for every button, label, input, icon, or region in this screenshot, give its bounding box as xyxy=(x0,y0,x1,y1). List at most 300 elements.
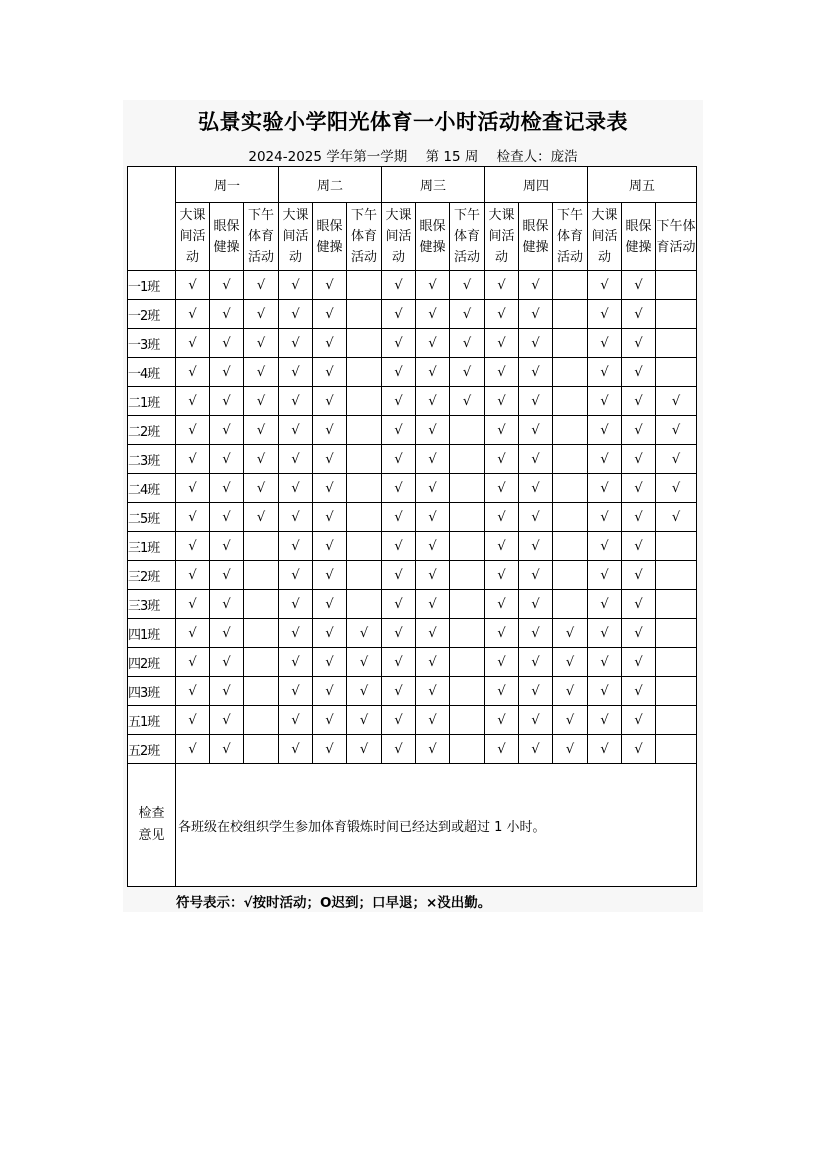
empty-cell xyxy=(347,271,382,300)
check-mark-cell: √ xyxy=(622,387,656,416)
check-mark-cell: √ xyxy=(176,503,210,532)
class-name: 四3班 xyxy=(128,677,176,706)
class-name: 四1班 xyxy=(128,619,176,648)
check-mark-cell: √ xyxy=(210,735,244,764)
check-mark-cell: √ xyxy=(485,503,519,532)
check-mark-cell: √ xyxy=(382,619,416,648)
table-row xyxy=(128,474,697,503)
check-mark-cell: √ xyxy=(416,329,450,358)
day-header: 周三 xyxy=(382,167,485,203)
check-mark-cell: √ xyxy=(588,387,622,416)
check-mark-cell: √ xyxy=(519,735,553,764)
class-name: 一2班 xyxy=(128,300,176,329)
check-mark-cell: √ xyxy=(210,358,244,387)
check-mark-cell: √ xyxy=(416,271,450,300)
check-mark-cell: √ xyxy=(519,271,553,300)
check-mark-cell: √ xyxy=(622,300,656,329)
activity-header xyxy=(553,203,588,271)
check-mark-cell: √ xyxy=(210,503,244,532)
activity-header xyxy=(622,203,656,271)
check-mark-cell: √ xyxy=(210,561,244,590)
check-mark-cell: √ xyxy=(588,503,622,532)
check-mark-cell: √ xyxy=(588,561,622,590)
check-mark-cell: √ xyxy=(279,503,313,532)
empty-cell xyxy=(450,677,485,706)
check-mark-cell: √ xyxy=(416,387,450,416)
empty-cell xyxy=(656,358,697,387)
activity-header xyxy=(279,203,313,271)
empty-cell xyxy=(656,735,697,764)
check-mark-cell: √ xyxy=(313,619,347,648)
check-mark-cell: √ xyxy=(622,445,656,474)
check-mark-cell: √ xyxy=(313,387,347,416)
check-mark-cell: √ xyxy=(416,416,450,445)
check-mark-cell: √ xyxy=(382,300,416,329)
check-mark-cell: √ xyxy=(519,416,553,445)
check-mark-cell: √ xyxy=(244,503,279,532)
empty-cell xyxy=(450,561,485,590)
check-mark-cell: √ xyxy=(622,648,656,677)
check-mark-cell: √ xyxy=(176,474,210,503)
check-mark-cell: √ xyxy=(279,590,313,619)
check-mark-cell: √ xyxy=(416,706,450,735)
check-mark-cell: √ xyxy=(210,706,244,735)
check-mark-cell: √ xyxy=(416,358,450,387)
check-mark-cell: √ xyxy=(176,561,210,590)
class-name: 二3班 xyxy=(128,445,176,474)
check-mark-cell: √ xyxy=(622,416,656,445)
table-row xyxy=(128,735,697,764)
check-mark-cell: √ xyxy=(382,532,416,561)
empty-cell xyxy=(553,271,588,300)
check-mark-cell: √ xyxy=(313,503,347,532)
empty-cell xyxy=(347,532,382,561)
table-row xyxy=(128,416,697,445)
empty-cell xyxy=(450,416,485,445)
check-mark-cell: √ xyxy=(416,532,450,561)
table-row xyxy=(128,706,697,735)
check-mark-cell: √ xyxy=(244,271,279,300)
check-mark-cell: √ xyxy=(622,503,656,532)
empty-cell xyxy=(656,329,697,358)
check-mark-cell: √ xyxy=(176,677,210,706)
check-mark-cell: √ xyxy=(416,503,450,532)
empty-cell xyxy=(347,416,382,445)
empty-cell xyxy=(656,677,697,706)
check-mark-cell: √ xyxy=(416,590,450,619)
check-mark-cell: √ xyxy=(176,300,210,329)
check-mark-cell: √ xyxy=(210,271,244,300)
check-mark-cell: √ xyxy=(244,387,279,416)
empty-cell xyxy=(656,300,697,329)
activity-label: 下午体育活动 xyxy=(556,208,583,265)
check-mark-cell: √ xyxy=(382,474,416,503)
check-mark-cell: √ xyxy=(416,474,450,503)
empty-cell xyxy=(553,387,588,416)
check-mark-cell: √ xyxy=(416,648,450,677)
check-mark-cell: √ xyxy=(313,677,347,706)
empty-cell xyxy=(656,561,697,590)
check-mark-cell: √ xyxy=(450,271,485,300)
check-mark-cell: √ xyxy=(347,677,382,706)
class-name: 二5班 xyxy=(128,503,176,532)
day-header: 周二 xyxy=(279,167,382,203)
check-mark-cell: √ xyxy=(485,677,519,706)
check-mark-cell: √ xyxy=(519,445,553,474)
check-mark-cell: √ xyxy=(313,329,347,358)
check-mark-cell: √ xyxy=(519,387,553,416)
empty-cell xyxy=(656,590,697,619)
check-mark-cell: √ xyxy=(656,474,697,503)
day-header: 周四 xyxy=(485,167,588,203)
empty-cell xyxy=(450,619,485,648)
check-mark-cell: √ xyxy=(553,677,588,706)
check-mark-cell: √ xyxy=(210,387,244,416)
empty-cell xyxy=(450,532,485,561)
empty-cell xyxy=(244,648,279,677)
check-mark-cell: √ xyxy=(382,445,416,474)
empty-cell xyxy=(656,271,697,300)
check-mark-cell: √ xyxy=(656,387,697,416)
check-mark-cell: √ xyxy=(416,300,450,329)
check-mark-cell: √ xyxy=(313,532,347,561)
check-mark-cell: √ xyxy=(279,648,313,677)
activity-label: 眼保健操 xyxy=(316,218,343,255)
check-mark-cell: √ xyxy=(279,561,313,590)
check-mark-cell: √ xyxy=(382,735,416,764)
check-mark-cell: √ xyxy=(553,619,588,648)
check-mark-cell: √ xyxy=(313,648,347,677)
check-mark-cell: √ xyxy=(519,619,553,648)
check-mark-cell: √ xyxy=(176,445,210,474)
check-mark-cell: √ xyxy=(244,416,279,445)
empty-cell xyxy=(553,358,588,387)
check-mark-cell: √ xyxy=(553,735,588,764)
check-mark-cell: √ xyxy=(244,300,279,329)
check-mark-cell: √ xyxy=(622,677,656,706)
empty-cell xyxy=(553,503,588,532)
check-mark-cell: √ xyxy=(416,561,450,590)
empty-cell xyxy=(244,677,279,706)
activity-label: 下午体育活动 xyxy=(656,218,696,255)
check-mark-cell: √ xyxy=(553,648,588,677)
symbol-legend: 符号表示：√按时活动；O迟到；口早退；×没出勤。 xyxy=(176,895,492,911)
table-row xyxy=(128,445,697,474)
check-mark-cell: √ xyxy=(450,329,485,358)
class-name: 二4班 xyxy=(128,474,176,503)
check-mark-cell: √ xyxy=(519,300,553,329)
empty-cell xyxy=(347,445,382,474)
check-mark-cell: √ xyxy=(176,706,210,735)
table-row xyxy=(128,532,697,561)
check-mark-cell: √ xyxy=(176,590,210,619)
inspector-label: 检查人：庞浩 xyxy=(496,149,578,165)
check-mark-cell: √ xyxy=(485,445,519,474)
check-mark-cell: √ xyxy=(176,648,210,677)
class-name: 五1班 xyxy=(128,706,176,735)
check-mark-cell: √ xyxy=(382,358,416,387)
term-label: 2024-2025 学年第一学期 xyxy=(248,149,408,165)
check-mark-cell: √ xyxy=(588,648,622,677)
day-header-row xyxy=(128,167,697,203)
check-mark-cell: √ xyxy=(279,677,313,706)
check-mark-cell: √ xyxy=(347,706,382,735)
table-row xyxy=(128,387,697,416)
check-mark-cell: √ xyxy=(210,590,244,619)
check-mark-cell: √ xyxy=(485,561,519,590)
check-mark-cell: √ xyxy=(244,474,279,503)
table-row xyxy=(128,329,697,358)
check-mark-cell: √ xyxy=(450,387,485,416)
class-name: 四2班 xyxy=(128,648,176,677)
check-mark-cell: √ xyxy=(588,329,622,358)
check-mark-cell: √ xyxy=(519,677,553,706)
check-mark-cell: √ xyxy=(588,300,622,329)
check-mark-cell: √ xyxy=(210,619,244,648)
day-header: 周一 xyxy=(176,167,279,203)
check-mark-cell: √ xyxy=(450,300,485,329)
empty-cell xyxy=(656,648,697,677)
empty-cell xyxy=(347,561,382,590)
table-row xyxy=(128,271,697,300)
check-mark-cell: √ xyxy=(622,271,656,300)
check-mark-cell: √ xyxy=(485,358,519,387)
check-mark-cell: √ xyxy=(347,619,382,648)
class-name: 一4班 xyxy=(128,358,176,387)
check-mark-cell: √ xyxy=(313,561,347,590)
check-mark-cell: √ xyxy=(656,503,697,532)
activity-header xyxy=(313,203,347,271)
document-title: 弘景实验小学阳光体育一小时活动检查记录表 xyxy=(198,109,628,134)
table-row xyxy=(128,590,697,619)
activity-label: 眼保健操 xyxy=(625,218,652,255)
check-mark-cell: √ xyxy=(176,735,210,764)
check-mark-cell: √ xyxy=(622,735,656,764)
activity-label: 大课间活动 xyxy=(385,208,412,265)
class-name: 三2班 xyxy=(128,561,176,590)
activity-header xyxy=(519,203,553,271)
check-mark-cell: √ xyxy=(279,735,313,764)
activity-header xyxy=(382,203,416,271)
table-row xyxy=(128,503,697,532)
empty-cell xyxy=(450,706,485,735)
check-mark-cell: √ xyxy=(588,416,622,445)
check-mark-cell: √ xyxy=(279,358,313,387)
check-mark-cell: √ xyxy=(416,619,450,648)
check-mark-cell: √ xyxy=(622,706,656,735)
check-mark-cell: √ xyxy=(622,619,656,648)
check-mark-cell: √ xyxy=(588,619,622,648)
empty-cell xyxy=(553,445,588,474)
activity-header xyxy=(656,203,697,271)
check-mark-cell: √ xyxy=(588,735,622,764)
check-mark-cell: √ xyxy=(244,445,279,474)
check-mark-cell: √ xyxy=(210,329,244,358)
check-mark-cell: √ xyxy=(622,561,656,590)
activity-label: 大课间活动 xyxy=(488,208,515,265)
check-mark-cell: √ xyxy=(176,271,210,300)
activity-header xyxy=(450,203,485,271)
check-mark-cell: √ xyxy=(622,358,656,387)
table-row xyxy=(128,648,697,677)
table-row xyxy=(128,619,697,648)
check-mark-cell: √ xyxy=(519,648,553,677)
empty-cell xyxy=(656,532,697,561)
check-mark-cell: √ xyxy=(485,271,519,300)
class-name: 三1班 xyxy=(128,532,176,561)
table-row xyxy=(128,358,697,387)
check-mark-cell: √ xyxy=(176,387,210,416)
empty-cell xyxy=(553,329,588,358)
check-mark-cell: √ xyxy=(588,706,622,735)
activity-label: 大课间活动 xyxy=(282,208,309,265)
check-mark-cell: √ xyxy=(313,474,347,503)
check-mark-cell: √ xyxy=(382,416,416,445)
empty-cell xyxy=(656,706,697,735)
activity-label: 下午体育活动 xyxy=(453,208,480,265)
check-mark-cell: √ xyxy=(519,532,553,561)
check-mark-cell: √ xyxy=(622,532,656,561)
empty-cell xyxy=(553,300,588,329)
check-mark-cell: √ xyxy=(519,706,553,735)
class-name: 一1班 xyxy=(128,271,176,300)
activity-header-row xyxy=(128,203,697,271)
check-mark-cell: √ xyxy=(382,648,416,677)
empty-cell xyxy=(244,735,279,764)
check-mark-cell: √ xyxy=(416,445,450,474)
comment-label: 检查意见 xyxy=(138,806,165,843)
check-mark-cell: √ xyxy=(210,677,244,706)
check-mark-cell: √ xyxy=(485,648,519,677)
check-mark-cell: √ xyxy=(485,532,519,561)
empty-cell xyxy=(450,503,485,532)
empty-cell xyxy=(450,648,485,677)
check-mark-cell: √ xyxy=(176,358,210,387)
check-mark-cell: √ xyxy=(313,271,347,300)
check-mark-cell: √ xyxy=(416,735,450,764)
check-mark-cell: √ xyxy=(279,619,313,648)
check-mark-cell: √ xyxy=(244,358,279,387)
activity-label: 大课间活动 xyxy=(179,208,206,265)
empty-cell xyxy=(553,532,588,561)
check-mark-cell: √ xyxy=(279,706,313,735)
empty-cell xyxy=(450,590,485,619)
empty-cell xyxy=(553,474,588,503)
check-mark-cell: √ xyxy=(313,416,347,445)
check-mark-cell: √ xyxy=(519,561,553,590)
class-name: 二2班 xyxy=(128,416,176,445)
activity-header xyxy=(176,203,210,271)
check-mark-cell: √ xyxy=(382,503,416,532)
check-mark-cell: √ xyxy=(210,532,244,561)
check-mark-cell: √ xyxy=(519,590,553,619)
check-mark-cell: √ xyxy=(622,474,656,503)
check-mark-cell: √ xyxy=(313,706,347,735)
check-mark-cell: √ xyxy=(588,474,622,503)
empty-cell xyxy=(450,445,485,474)
check-mark-cell: √ xyxy=(382,590,416,619)
activity-header xyxy=(416,203,450,271)
check-mark-cell: √ xyxy=(416,677,450,706)
check-mark-cell: √ xyxy=(244,329,279,358)
table-row xyxy=(128,677,697,706)
check-mark-cell: √ xyxy=(485,416,519,445)
check-mark-cell: √ xyxy=(210,445,244,474)
empty-cell xyxy=(656,619,697,648)
check-mark-cell: √ xyxy=(279,474,313,503)
check-mark-cell: √ xyxy=(588,532,622,561)
check-mark-cell: √ xyxy=(313,445,347,474)
empty-cell xyxy=(347,590,382,619)
check-mark-cell: √ xyxy=(347,648,382,677)
day-header: 周五 xyxy=(588,167,697,203)
table-row xyxy=(128,561,697,590)
check-mark-cell: √ xyxy=(382,329,416,358)
empty-cell xyxy=(347,474,382,503)
class-name: 二1班 xyxy=(128,387,176,416)
activity-label: 眼保健操 xyxy=(213,218,240,255)
check-mark-cell: √ xyxy=(176,532,210,561)
empty-cell xyxy=(347,329,382,358)
check-mark-cell: √ xyxy=(485,706,519,735)
check-mark-cell: √ xyxy=(279,445,313,474)
empty-cell xyxy=(450,735,485,764)
check-mark-cell: √ xyxy=(588,358,622,387)
check-mark-cell: √ xyxy=(382,271,416,300)
check-mark-cell: √ xyxy=(382,387,416,416)
activity-header xyxy=(244,203,279,271)
check-mark-cell: √ xyxy=(210,648,244,677)
activity-label: 眼保健操 xyxy=(419,218,446,255)
class-name: 五2班 xyxy=(128,735,176,764)
empty-cell xyxy=(244,706,279,735)
check-mark-cell: √ xyxy=(313,735,347,764)
check-mark-cell: √ xyxy=(656,445,697,474)
check-mark-cell: √ xyxy=(382,677,416,706)
activity-label: 下午体育活动 xyxy=(247,208,274,265)
check-mark-cell: √ xyxy=(588,445,622,474)
empty-cell xyxy=(347,503,382,532)
check-mark-cell: √ xyxy=(519,358,553,387)
check-mark-cell: √ xyxy=(210,474,244,503)
check-mark-cell: √ xyxy=(519,329,553,358)
check-mark-cell: √ xyxy=(279,329,313,358)
empty-cell xyxy=(347,300,382,329)
check-mark-cell: √ xyxy=(279,387,313,416)
check-mark-cell: √ xyxy=(279,271,313,300)
check-mark-cell: √ xyxy=(519,503,553,532)
check-mark-cell: √ xyxy=(588,590,622,619)
empty-cell xyxy=(244,532,279,561)
check-mark-cell: √ xyxy=(176,619,210,648)
check-mark-cell: √ xyxy=(485,619,519,648)
empty-cell xyxy=(347,358,382,387)
check-mark-cell: √ xyxy=(450,358,485,387)
check-mark-cell: √ xyxy=(485,735,519,764)
check-mark-cell: √ xyxy=(279,416,313,445)
comment-row xyxy=(128,764,697,887)
check-mark-cell: √ xyxy=(485,387,519,416)
check-mark-cell: √ xyxy=(588,677,622,706)
check-mark-cell: √ xyxy=(347,735,382,764)
table-row xyxy=(128,300,697,329)
empty-cell xyxy=(347,387,382,416)
empty-cell xyxy=(553,590,588,619)
check-mark-cell: √ xyxy=(553,706,588,735)
check-mark-cell: √ xyxy=(485,329,519,358)
class-name: 一3班 xyxy=(128,329,176,358)
empty-cell xyxy=(244,619,279,648)
